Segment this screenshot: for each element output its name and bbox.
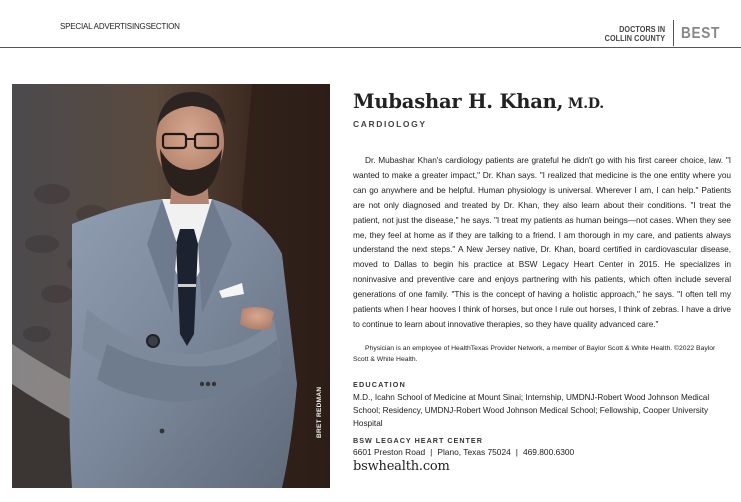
- photo-credit: BRET REDMAN: [316, 386, 323, 438]
- separator: |: [515, 446, 518, 457]
- doctor-credential: M.D.: [563, 96, 604, 112]
- city-state-zip: Plano, Texas 75024: [437, 446, 511, 457]
- brand-best: BEST: [681, 25, 721, 42]
- education-details: M.D., Icahn School of Medicine at Mount Sinai; Internship, UMDNJ-Robert Wood Johnson Medical School; Residency, UMDNJ-Robert Wood Johnson Medical School; Fellowship, Cooper University Hospital: [353, 392, 710, 428]
- street-address: 6601 Preston Road: [353, 446, 426, 457]
- section-label: SPECIAL ADVERTISINGSECTION: [60, 22, 180, 31]
- practice-name: BSW LEGACY HEART CENTER: [353, 435, 483, 445]
- phone-number[interactable]: 469.800.6300: [522, 446, 575, 457]
- education-heading: EDUCATION: [353, 379, 406, 389]
- employment-disclaimer: Physician is an employee of HealthTexas Provider Network, a member of Baylor Scott & White Health. ©2022 Baylor Scott & White Health.: [353, 344, 716, 364]
- practice-contact: [353, 446, 731, 458]
- brand-logo: [594, 22, 727, 46]
- portrait-illustration: [12, 84, 330, 488]
- brand-line-2: COLLIN COUNTY: [604, 33, 666, 43]
- profile-content: [353, 90, 731, 474]
- bio-paragraph: Dr. Mubashar Khan's cardiology patients are grateful he didn't go with his first career choice, law. "I wanted to make a greater impact," Dr. Khan says. "I realized that medicine is the one entity where you can go anywhere and be helpful. Human physiology is universal. Wherever I am, I can help." Patients are not only diagnosed and treated by Dr. Khan, they also learn about their conditions. "I treat the patient, not just the disease," he says. "I treat my patients as human beings—not cases. When they see me, they feel at home as if they are talking to a friend. I am thorough in my care, and patients always understand the next steps." A New Jersey native, Dr. Khan, board certified in cardiovascular disease, moved to Dallas to begin his practice at BSW Legacy Heart Center in 2015. He specializes in noninvasive and preventive care and enjoys partnering with his patients, which often include several generations of one family. "This is the concept of having a holistic approach," he says. "I often tell my patients when I hear hooves I think of horses, but once I rule out horses, I think of zebras. I have a drive to continue to learn about innovative therapies, so they have quality advanced care.": [353, 155, 731, 329]
- doctor-portrait-photo: [12, 84, 330, 488]
- website-link[interactable]: bswhealth.com: [353, 458, 450, 474]
- header-rule: [0, 47, 741, 48]
- brand-line-1: DOCTORS IN: [619, 24, 666, 34]
- doctor-name-text: Mubashar H. Khan,: [353, 90, 564, 113]
- brand-divider: [673, 20, 674, 46]
- separator: |: [430, 446, 433, 457]
- page-header: [0, 0, 741, 48]
- doctor-name: [353, 90, 731, 116]
- brand-text: [605, 25, 666, 43]
- specialty-label: CARDIOLOGY: [353, 119, 427, 129]
